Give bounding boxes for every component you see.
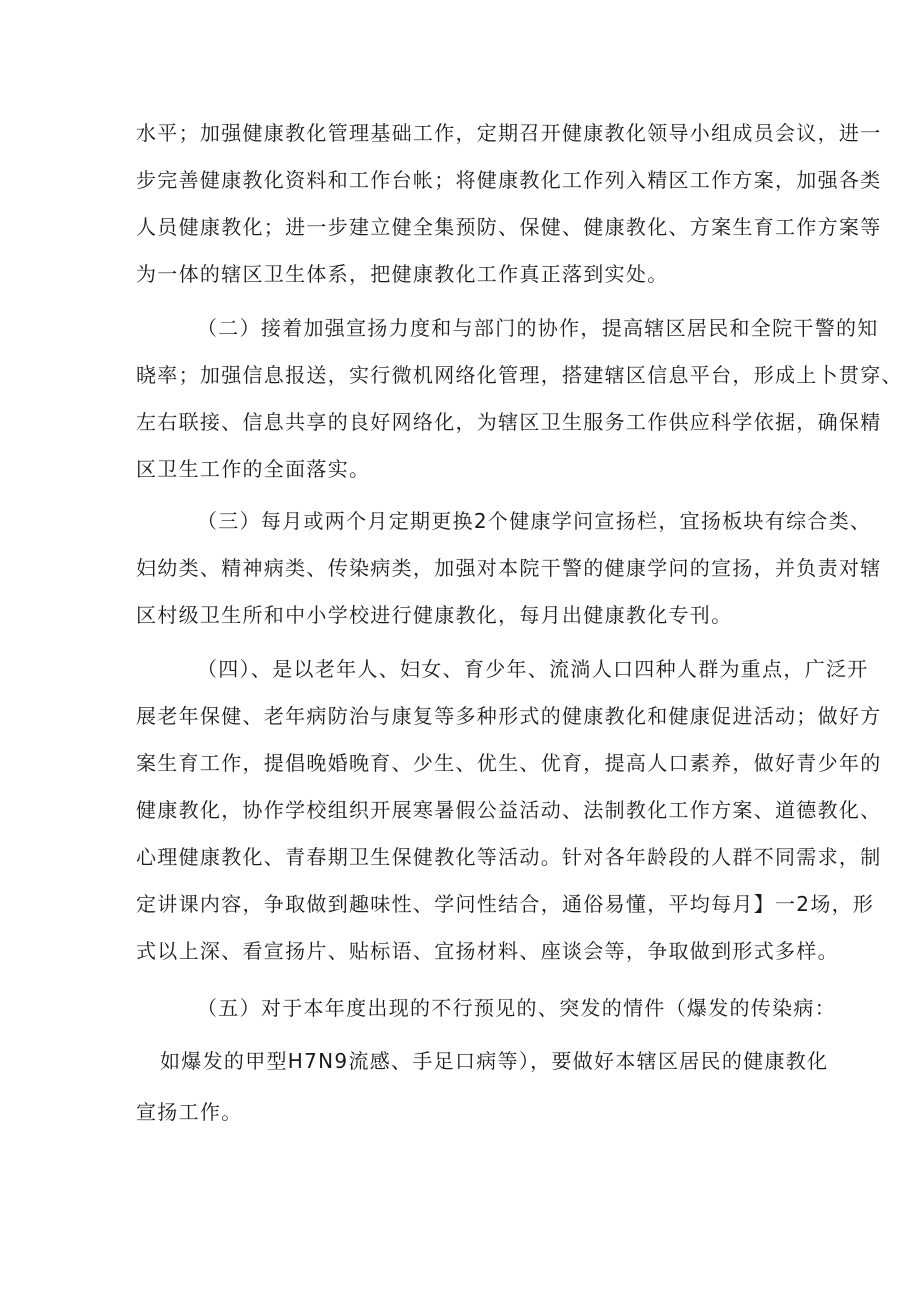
paragraph-4-line-3: 案生育工作，提倡晚婚晚育、少生、优生、优育，提高人口素养，做好青少年的 (136, 751, 882, 775)
paragraph-1-line-2: 步完善健康教化资料和工作台帐；将健康教化工作列入精区工作方案，加强各类 (136, 168, 882, 192)
paragraph-2-line-1: （二）接着加强宣扬力度和与部门的协作，提高辖区居民和全院干警的知 (197, 316, 879, 340)
paragraph-4-line-2: 展老年保健、老年病防治与康复等多种形式的健康教化和健康促进活动；做好方 (136, 704, 882, 728)
paragraph-5-line-1: （五）对于本年度出现的不行预见的、突发的情件（爆发的传染病： (197, 996, 836, 1020)
paragraph-4-line-5: 心理健康教化、青春期卫生保健教化等活动。针对各年龄段的人群不同需求，制 (136, 845, 882, 869)
paragraph-4-line-6: 定讲课内容，争取做到趣味性、学问性结合，通俗易懂，平均每月】一2场，形 (136, 892, 875, 916)
paragraph-4-line-7: 式以上深、看宣扬片、贴标语、宜扬材料、座谈会等，争取做到形式多样。 (136, 939, 839, 963)
paragraph-3-line-3: 区村级卫生所和中小学校进行健康教化，每月出健康教化专刊。 (136, 603, 733, 627)
paragraph-1-line-3: 人员健康教化；进一步建立健全集预防、保健、健康教化、方案生育工作方案等 (136, 215, 882, 239)
paragraph-2-line-2: 晓率；加强信息报送，实行微机网络化管理，搭建辖区信息平台，形成上卜贯穿、 (136, 363, 903, 387)
paragraph-2-line-4: 区卫生工作的全面落实。 (136, 457, 371, 481)
paragraph-3-line-1: （三）每月或两个月定期更换2个健康学问宣扬栏，宜扬板块有综合类、 (197, 509, 872, 533)
paragraph-2-line-3: 左右联接、信息共享的良好网络化，为辖区卫生服务工作供应科学依据，确保精 (136, 410, 882, 434)
paragraph-4-line-1: （四）、是以老年人、妇女、育少年、流淌人口四种人群为重点，广泛开 (197, 657, 869, 681)
paragraph-5-line-3: 宣扬工作。 (136, 1100, 243, 1124)
paragraph-4-line-4: 健康教化，协作学校组织开展寒暑假公益活动、法制教化工作方案、道德教化、 (136, 798, 882, 822)
paragraph-5-line-2: 如爆发的甲型H7N9流感、手足口病等），要做好本辖区居民的健康教化 (160, 1049, 829, 1073)
paragraph-3-line-2: 妇幼类、精神病类、传染病类，加强对本院干警的健康学问的宣扬，并负责对辖 (136, 556, 882, 580)
paragraph-1-line-1: 水平；加强健康教化管理基础工作，定期召开健康教化领导小组成员会议，进一 (136, 121, 882, 145)
paragraph-1-line-4: 为一体的辖区卫生体系，把健康教化工作真正落到实处。 (136, 262, 669, 286)
